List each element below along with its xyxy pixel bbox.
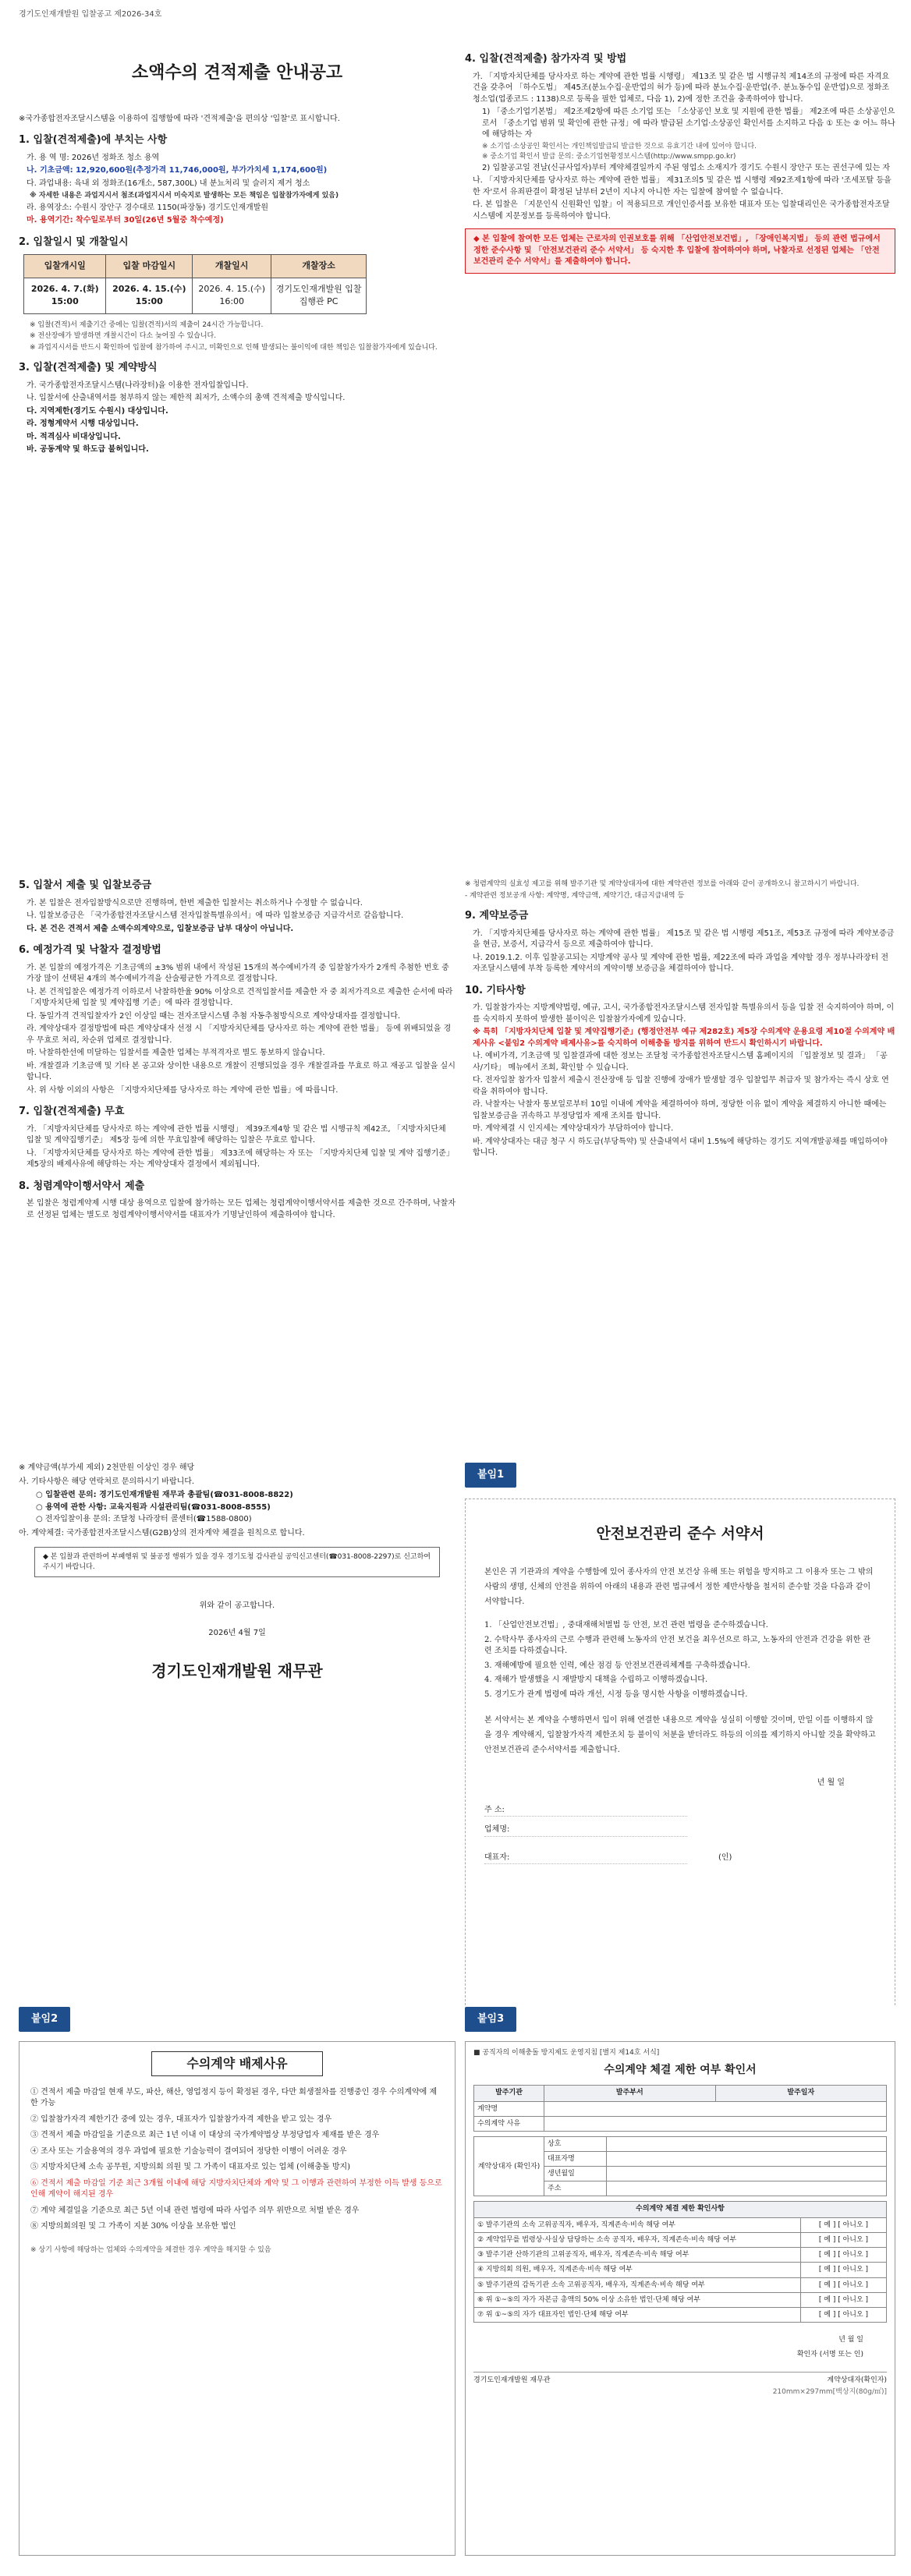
s1-note: ※ 자세한 내용은 과업지시서 첨조(과업지시서 미숙지로 발생하는 모든 책임은 입찰참가자에게 있음) (30, 192, 339, 200)
section-3-title: 3. 입찰(견적제출) 및 계약방식 (19, 362, 158, 374)
s10-item: 라. 낙찰자는 낙찰자 통보일로부터 10일 이내에 계약을 체결하여야 하며, 정당한 이유 없이 계약을 체결하지 아니한 때에는 입찰보증금을 귀속하고 부정당업자 제재 조치를 합니다. (473, 1100, 887, 1120)
s4-item: 가. 「지방자치단체를 당사자로 하는 계약에 관한 법률 시행령」 제13조 및 같은 법 시행규칙 제14조의 규정에 따른 자격요건을 갖추어 「하수도법」 제45조(분뇨수집·운반업의 허가 등)에 따라 분뇨수집·운반업(주. 분뇨동수입 운반업)으로 정화조 청소업(업종코드 : 1138)으로 등록을 필한 업체로, 다음 1), 2)에 정한 조건을 충족하여야 합니다. (473, 72, 890, 104)
section-2-title: 2. 입찰일시 및 개찰일시 (19, 235, 129, 248)
report-box: ◆ 본 입찰과 관련하여 부패행위 및 불공정 행위가 있을 경우 경기도청 감사관실 공익신고센터(☎031-8008-2297)로 신고하여 주시기 바랍니다. (34, 1547, 440, 1577)
table-header: 발주기관 (474, 2086, 544, 2102)
form-footnote: 210mm×297mm[백상지(80g/㎡)] (772, 2387, 887, 2396)
exclusion-item: ④ 조사 또는 기술용역의 경우 과업에 필요한 기술능력이 결여되어 정당한 이행이 어려운 경우 (30, 2146, 347, 2156)
footer-line: ○ 입찰관련 문의: 경기도인재개발원 재무과 총괄팀(☎031-8008-8822) (36, 1491, 293, 1499)
check-question: ⑥ 위 ①~⑤의 자가 자본금 총액의 50% 이상 소유한 법인·단체 해당 여부 (474, 2292, 801, 2307)
table-label: 주소 (544, 2181, 607, 2196)
check-question: ② 계약업무를 법령상·사실상 담당하는 소속 공직자, 배우자, 직계존속·비속 해당 여부 (474, 2233, 801, 2248)
exclusion-item: ③ 견적서 제출 마감일을 기준으로 최근 1년 이내 이 대상의 국가계약법상 부정당업자 제재를 받은 경우 (30, 2131, 380, 2139)
check-answer[interactable]: [ 예 ] [ 아니오 ] (801, 2217, 887, 2232)
pledge-field-company[interactable]: 업체명: (484, 1824, 687, 1837)
section-9-title: 9. 계약보증금 (465, 910, 529, 922)
s10-item: 나. 예비가격, 기초금액 및 입찰결과에 대한 정보는 조달청 국가종합전자조달시스템 홈페이지의 「입찰정보 및 결과」 「공사/기타」 메뉴에서 조회, 확인할 수 있습니다. (473, 1052, 888, 1072)
s4-sub: 2) 입찰공고일 전날(신규사업자)부터 계약체결일까지 주된 영업소 소재지가 경기도 수원시 장안구 또는 권선구에 있는 자 (482, 163, 891, 172)
schedule-header: 개찰장소 (271, 255, 367, 278)
s10-note: ※ 특히 「지방자치단체 입찰 및 계약집행기준」(행정안전부 예규 제282호) 제5장 수의계약 운용요령 제10절 수의계약 배제사유 <붙임2 수의계약 배제사유>를 숙지하여 이해충돌 방지를 위하여 반드시 확인하시기 바랍니다. (473, 1028, 895, 1048)
pledge-title: 안전보건관리 준수 서약서 (596, 1524, 764, 1542)
s8-note: - 계약관련 정보공개 사항: 계약명, 계약금액, 계약기간, 대금지급내역 등 (465, 891, 685, 900)
s3-item: 다. 지역제한(경기도 수원시) 대상입니다. (27, 406, 168, 416)
table-input[interactable] (544, 2116, 887, 2131)
company-info-table (473, 2136, 887, 2197)
form-signer: 계약상대자(확인자) (827, 2376, 887, 2385)
pledge-paragraph: 본인은 귀 기관과의 계약을 수행함에 있어 종사자의 안전 보건상 유해 또는 위험을 방지하고 그 이용자 또는 그 밖의 사람의 생명, 신체의 안전을 위하여 아래의 내용과 관련 법규에서 정한 제반사항을 철저히 준수할 것을 다음과 같이 서약합니다. (484, 1568, 874, 1606)
table-input[interactable] (607, 2167, 887, 2181)
sign-label[interactable]: 확인자 (서명 또는 인) (796, 2350, 863, 2358)
table-input[interactable] (607, 2136, 887, 2151)
check-answer[interactable]: [ 예 ] [ 아니오 ] (801, 2292, 887, 2307)
table-input[interactable] (607, 2181, 887, 2196)
s6-item: 가. 본 입찰의 예정가격은 기초금액의 ±3% 범위 내에서 작성된 15개의 복수예비가격 중 입찰참가자가 2개씩 추첨한 번호 중 가장 많이 선택된 4개의 복수예비가격을 산술평균한 가격으로 결정합니다. (27, 963, 449, 983)
schedule-header: 입찰 마감일시 (106, 255, 193, 278)
page-title: 소액수의 견적제출 안내공고 (131, 62, 343, 83)
s10-item: 다. 전자입찰 참가자 입찰서 제출시 전산장애 등 입찰 진행에 장애가 발생할 경우 입찰업무 취급자 및 참가자는 즉시 상호 연락을 취하여야 합니다. (473, 1076, 889, 1096)
table-label: 대표자명 (544, 2152, 607, 2167)
pledge-date: 년 월 일 (817, 1778, 845, 1787)
exclusion-form (19, 2041, 456, 2556)
table-header: 발주일자 (715, 2086, 887, 2102)
section-10-title: 10. 기타사항 (465, 984, 526, 996)
schedule-cell: 2026. 4. 15.(수) 15:00 (106, 278, 193, 313)
schedule-header: 개찰일시 (193, 255, 271, 278)
s5-item: 다. 본 건은 견적서 제출 소액수의계약으로, 입찰보증금 납부 대상이 아닙니다. (27, 924, 294, 933)
page-3 (19, 878, 456, 1377)
s4-item: 다. 본 입찰은 「지문인식 신원확인 입찰」이 적용되므로 개인인증서를 보유한 대표자 또는 입찰대리인은 국가종합전자조달시스템에 지문정보를 등록하여야 합니다. (473, 200, 890, 221)
check-question: ④ 지방의회 의원, 배우자, 직계존속·비속 해당 여부 (474, 2263, 801, 2277)
intro-note: ※국가종합전자조달시스템을 이용하여 집행함에 따라 '견적제출'을 편의상 '입찰'로 표시합니다. (19, 114, 340, 123)
check-question: ① 발주기관의 소속 고위공직자, 배우자, 직계존속·비속 해당 여부 (474, 2217, 801, 2232)
s8-text: 본 입찰은 청렴계약제 시행 대상 용역으로 입찰에 참가하는 모든 업체는 청렴계약이행서약서를 제출한 것으로 간주하며, 낙찰자로 선정된 업체는 별도로 청렴계약이행서약서를 대표자가 기명날인하여 제출하여야 합니다. (27, 1199, 456, 1219)
s6-item: 다. 동일가격 견적입찰자가 2인 이상일 때는 전자조달시스템 추첨 자동추첨방식으로 계약상대자를 결정합니다. (27, 1011, 401, 1021)
s6-item: 바. 개찰결과 기초금액 및 기타 본 공고와 상이한 내용으로 개찰이 진행되었을 경우 개찰결과를 무효로 하고 재공고 입찰을 실시합니다. (27, 1061, 456, 1081)
attachment-badge: 붙임3 (465, 2007, 516, 2032)
attachment-badge: 붙임2 (19, 2007, 70, 2032)
footer-line: ○ 용역에 관한 사항: 교육지원과 시설관리팀(☎031-8008-8555) (36, 1502, 271, 1512)
section-5-title: 5. 입찰서 제출 및 입찰보증금 (19, 879, 152, 891)
check-answer[interactable]: [ 예 ] [ 아니오 ] (801, 2248, 887, 2263)
s1-item: 다. 과업내용: 육내 외 정화조(16개소, 587,300L) 내 분뇨처리 및 슬러지 제거 청소 (27, 179, 310, 188)
exclusion-item: ⑦ 계약 체결일을 기준으로 최근 5년 이내 관련 법령에 따라 사업주 의무 위반으로 처벌 받은 경우 (30, 2206, 360, 2215)
announce-date: 2026년 4월 7일 (208, 1628, 266, 1637)
pledge-paragraph: 본 서약서는 본 계약을 수행하면서 입이 위해 연결한 내용으로 계약을 성실히 이행할 것이며, 만일 이를 이행하지 않을 경우 계약해지, 입찰참가자격 제한조치 등 불이익 처분을 받더라도 하등의 이의를 제기하지 아니할 것을 확약하고 안전보건관리 준수서약서를 제출합니다. (484, 1716, 876, 1754)
section-4-title: 4. 입찰(견적제출) 참가자격 및 방법 (465, 53, 627, 65)
schedule-cell: 2026. 4. 15.(수) 16:00 (193, 278, 271, 313)
s2-note: ※ 과업지시서를 반드시 확인하여 입찰에 참가하여 주시고, 미확인으로 인해 발생되는 불이익에 대한 책임은 입찰참가자에게 있습니다. (30, 343, 438, 352)
pledge-item: 4. 재해가 발생했을 시 재발방지 대책을 수립하고 이행하겠습니다. (484, 1675, 708, 1684)
form-recipient: 경기도인재개발원 재무관 (473, 2376, 551, 2385)
s1-item: 나. 기초금액: 12,920,600원(추정가격 11,746,000원, 부가가치세 1,174,600원) (27, 166, 328, 175)
table-input[interactable] (607, 2152, 887, 2167)
exclusion-item: ⑤ 지방자치단체 소속 공무원, 지방의회 의원 및 그 가족이 대표자로 있는 업체 (이해충돌 방지) (30, 2163, 351, 2171)
document-number: 경기도인재개발원 입찰공고 제2026-34호 (19, 10, 162, 19)
s4-note: ※ 소기업·소상공인 확인서는 개인책임발급되 발급한 것으로 유효기간 내에 있어야 합니다. (482, 142, 757, 150)
s1-item: 마. 용역기간: 착수일로부터 30일(26년 5월중 착수예정) (27, 216, 224, 225)
schedule-table (23, 254, 367, 314)
attachment-1 (465, 1463, 895, 2008)
s9-item: 나. 2019.1.2. 이후 입찰공고되는 지방계약 공사 및 계약에 관한 법률, 제22조에 따라 과업을 계약할 경우 정부나라장터 전자조달시스템에 부착 등록한 계약서의 계약이행 보증금을 체결하여야 합니다. (473, 953, 889, 974)
table-label: 생년월일 (544, 2167, 607, 2181)
table-label: 수의계약 사유 (474, 2116, 544, 2131)
section-6-title: 6. 예정가격 및 낙찰자 결정방법 (19, 944, 161, 956)
exclusion-item: ⑥ 견적서 제출 마감일 기준 최근 3개월 이내에 해당 지방자치단체와 계약 및 그 이행과 관련하여 부정한 이득 발생 등으로 인해 계약이 해지된 경우 (30, 2178, 442, 2199)
confirmation-title: 수의계약 체결 제한 여부 확인서 (604, 2064, 757, 2077)
section-7-title: 7. 입찰(견적제출) 무효 (19, 1106, 125, 1117)
check-question: ⑦ 위 ①~⑤의 자가 대표자인 법인·단체 해당 여부 (474, 2307, 801, 2322)
form-source: ■ 공직자의 이해충돌 방지제도 운영지침 [별지 제14호 서식] (473, 2048, 660, 2057)
footer-line: 아. 계약체결: 국가종합전자조달시스템(G2B)상의 전자계약 체결을 원칙으로 합니다. (19, 1528, 305, 1537)
check-answer[interactable]: [ 예 ] [ 아니오 ] (801, 2263, 887, 2277)
page-1 (19, 9, 456, 633)
table-label: 계약명 (474, 2101, 544, 2116)
table-input[interactable] (544, 2101, 887, 2116)
check-answer[interactable]: [ 예 ] [ 아니오 ] (801, 2233, 887, 2248)
s7-item: 나. 「지방자치단체를 당사자로 하는 계약에 관한 법률」 제33조에 해당하는 자 또는 「지방자치단체 입찰 및 계약 집행기준」 제5장의 배제사유에 해당하는 자는 계약상대자 결정에서 제외됩니다. (27, 1148, 454, 1169)
s6-item: 나. 본 건적입찰은 예정가격 이하로서 낙찰하한율 90% 이상으로 견적입찰서를 제출한 자 중 최저가격으로 제출한 순서에 따라 「지방자치단체 입찰 및 계약집행 기준」에 따라 결정합니다. (27, 987, 453, 1007)
table-header: 수의계약 체결 제한 확인사항 (474, 2202, 887, 2218)
attachment-badge: 붙임1 (465, 1463, 516, 1488)
s3-item: 바. 공동계약 및 하도급 불허입니다. (27, 445, 149, 455)
sign-date: 년 월 일 (838, 2335, 863, 2344)
check-answer[interactable]: [ 예 ] [ 아니오 ] (801, 2277, 887, 2292)
s9-item: 가. 「지방자치단체를 당사자로 하는 계약에 관한 법률」 제15조 및 같은 법 시행령 제51조, 제53조 규정에 따라 계약보증금을 현금, 보증서, 지급각서 등으로 제출하여야 합니다. (473, 929, 895, 950)
s4-note: ※ 중소기업 확인서 발급 문의: 중소기업현황정보시스템(http://www.smpp.go.kr) (482, 153, 736, 161)
footer-line: 사. 기타사항은 해당 연락처로 문의하시기 바랍니다. (19, 1477, 195, 1486)
attachment-2 (19, 2007, 456, 2568)
s10-item: 가. 입찰참가자는 지방계약법령, 예규, 고시, 국가종합전자조달시스템 전자입찰 특별유의서 등을 입찰 전 숙지하여야 하며, 이를 숙지하지 못하여 발생한 불이익은 입찰참가자에게 있습니다. (473, 1003, 895, 1024)
table-label: 계약상대자 (확인자) (474, 2136, 544, 2196)
s3-item: 라. 정형계약서 시행 대상입니다. (27, 419, 139, 429)
s10-item: 마. 계약체결 시 인지세는 계약상대자가 부담하여야 합니다. (473, 1124, 674, 1134)
table-header: 발주부서 (544, 2086, 716, 2102)
pledge-item: 2. 수탁사무 종사자의 근로 수행과 관련해 노동자의 안전 보건을 최우선으로 하고, 노동자의 안전과 건강을 위한 관련 조치를 다하겠습니다. (484, 1635, 871, 1655)
s3-item: 가. 국가종합전자조달시스템(나라장터)을 이용한 전자입찰입니다. (27, 380, 249, 390)
pledge-item: 5. 경기도가 관계 법령에 따라 개선, 시정 등을 명시한 사항을 이행하겠습니다. (484, 1690, 748, 1699)
s8-note: ※ 청렴계약의 실효성 제고를 위해 발주기관 및 계약상대자에 대한 계약관련 정보를 아래와 같이 공개하오니 참고하시기 바랍니다. (465, 880, 860, 888)
page-5 (19, 1463, 456, 1837)
s4-sub: 1) 「중소기업기본법」 제2조제2항에 따른 소기업 또는 「소상공인 보호 및 지원에 관한 법률」 제2조에 따른 소상공인으로서 「중소기업 범위 및 확인에 관한 규정」에 따라 발급된 소기업·소상공인 확인서를 소지하고 다음 ① 또는 ② 어느 하나에 해당하는 자 (482, 108, 895, 139)
section-1-title: 1. 입찰(견적제출)에 부치는 사항 (19, 134, 168, 146)
s5-item: 나. 입찰보증금은 「국가종합전자조달시스템 전자입찰특별유의서」에 따라 입찰보증금 지급각서로 갈음합니다. (27, 911, 404, 920)
safety-notice-box (465, 228, 895, 274)
s1-item: 라. 용역장소: 수원시 장안구 경수대로 1150(파장동) 경기도인재개발원 (27, 203, 269, 212)
s6-item: 마. 낙찰하한선에 미달하는 입찰서를 제출한 업체는 부적격자로 별도 통보하지 않습니다. (27, 1049, 325, 1057)
closing-text: 위와 같이 공고합니다. (199, 1601, 275, 1611)
pledge-field-ceo[interactable]: 대표자: (484, 1852, 687, 1865)
pledge-field-address[interactable]: 주 소: (484, 1805, 687, 1817)
s10-item: 바. 계약상대자는 대금 청구 시 하도급(부당특약) 및 산출내역서 대비 1.5%에 해당하는 경기도 지역개발공채를 매입하여야 합니다. (473, 1137, 888, 1158)
exclusion-footnote: ※ 상기 사항에 해당하는 업체와 수의계약을 체결한 경우 계약을 해지할 수 있음 (30, 2245, 271, 2254)
issuing-org: 경기도인재개발원 재무관 (151, 1661, 323, 1681)
table-label: 상호 (544, 2136, 607, 2151)
s6-item: 라. 계약상대자 결정방법에 따른 계약상대자 선정 시 「지방자치단체를 당사자로 하는 계약에 관한 법률」 등에 위배되었을 경우 무효로 처리, 차순위 업체로 결정합니다. (27, 1024, 452, 1045)
attachment-3 (465, 2007, 895, 2568)
pledge-item: 3. 재해예방에 필요한 인력, 예산 점검 등 안전보건관리체계를 구축하겠습니다. (484, 1661, 750, 1670)
s3-item: 나. 입찰서에 산출내역서를 첨부하지 않는 제한적 최저가, 소액수의 총액 견적제출 방식입니다. (27, 394, 346, 403)
schedule-cell: 2026. 4. 7.(화) 15:00 (24, 278, 106, 313)
s1-item: 가. 용 역 명: 2026년 정화조 청소 용역 (27, 153, 160, 162)
s3-item: 마. 적격심사 비대상입니다. (27, 432, 121, 441)
safety-notice-text: ◆ 본 입찰에 참여한 모든 업체는 근로자의 인권보호를 위해 「산업안전보건법」, 「장애인복지법」 등의 관련 법규에서 정한 준수사항 및 「안전보건관리 준수 서약서」 등 숙지한 후 입찰에 참여하여야 하며, 낙찰자로 선정된 업체는 「안전보건관리 준수 서약서」를 제출하여야 합니다. (473, 235, 881, 267)
footer-line: ※ 계약금액(부가세 제외) 2천만원 이상인 경우 해당 (19, 1463, 195, 1472)
page-4 (465, 878, 895, 1377)
contract-info-table (473, 2085, 887, 2132)
s4-item: 나. 「지방자치단체를 당사자로 하는 계약에 관한 법률」 제31조의5 및 같은 법 시행령 제92조제1항에 따라 '조세포탈 등을 한 자'로서 유죄판결이 확정된 날부터 2년이 지나지 아니한 자는 입찰에 참여할 수 없습니다. (473, 176, 892, 196)
exclusion-item: ⑧ 지방의회의원 및 그 가족이 지분 30% 이상을 보유한 법인 (30, 2222, 236, 2231)
s7-item: 가. 「지방자치단체를 당사자로 하는 계약에 관한 법률 시행령」 제39조제4항 및 같은 법 시행규칙 제42조, 「지방자치단체 입찰 및 계약집행기준」 제5장 등에 의한 무효입찰에 해당하는 입찰은 무효로 합니다. (27, 1124, 446, 1145)
schedule-cell: 경기도인재개발원 입찰집행관 PC (271, 278, 367, 313)
footer-line: ○ 전자입찰이용 문의: 조달청 나라장터 콜센터(☎1588-0800) (36, 1515, 252, 1523)
seal-placeholder: (인) (718, 1853, 732, 1862)
check-question: ③ 발주기관 산하기관의 고위공직자, 배우자, 직계존속·비속 해당 여부 (474, 2248, 801, 2263)
pledge-form (465, 1499, 895, 2013)
confirmation-form (465, 2041, 895, 2556)
exclusion-item: ② 입찰참가자격 제한기간 중에 있는 경우, 대표자가 입찰참가자격 제한을 받고 있는 경우 (30, 2114, 332, 2124)
s2-note: ※ 전산장애가 발생하면 개찰시간이 다소 늦어질 수 있습니다. (30, 332, 217, 341)
s5-item: 가. 본 입찰은 전자입찰방식으로만 진행하며, 한번 제출한 입찰서는 취소하거나 수정할 수 없습니다. (27, 898, 363, 908)
check-answer[interactable]: [ 예 ] [ 아니오 ] (801, 2307, 887, 2322)
exclusion-item: ① 견적서 제출 마감일 현재 부도, 파산, 해산, 영업정지 등이 확정된 경우, 다만 회생절차를 진행중인 경우 수의계약에 제한 가능 (30, 2087, 438, 2107)
page-2 (465, 51, 895, 644)
schedule-header: 입찰개시일 (24, 255, 106, 278)
s2-note: ※ 입찰(견적)서 제출기간 중에는 입찰(견적)서의 제출이 24시간 가능합니다. (30, 320, 264, 329)
restriction-check-table (473, 2201, 887, 2322)
s6-item: 사. 위 사항 이외의 사항은 「지방자치단체를 당사자로 하는 계약에 관한 법률」에 따릅니다. (27, 1085, 339, 1095)
exclusion-title: 수의계약 배제사유 (151, 2051, 323, 2076)
pledge-item: 1. 「산업안전보건법」, 중대재해처벌법 등 안전, 보건 관련 법령을 준수하겠습니다. (484, 1621, 768, 1629)
section-8-title: 8. 청렴계약이행서약서 제출 (19, 1180, 145, 1192)
check-question: ⑤ 발주기관의 감독기관 소속 고위공직자, 배우자, 직계존속·비속 해당 여부 (474, 2277, 801, 2292)
